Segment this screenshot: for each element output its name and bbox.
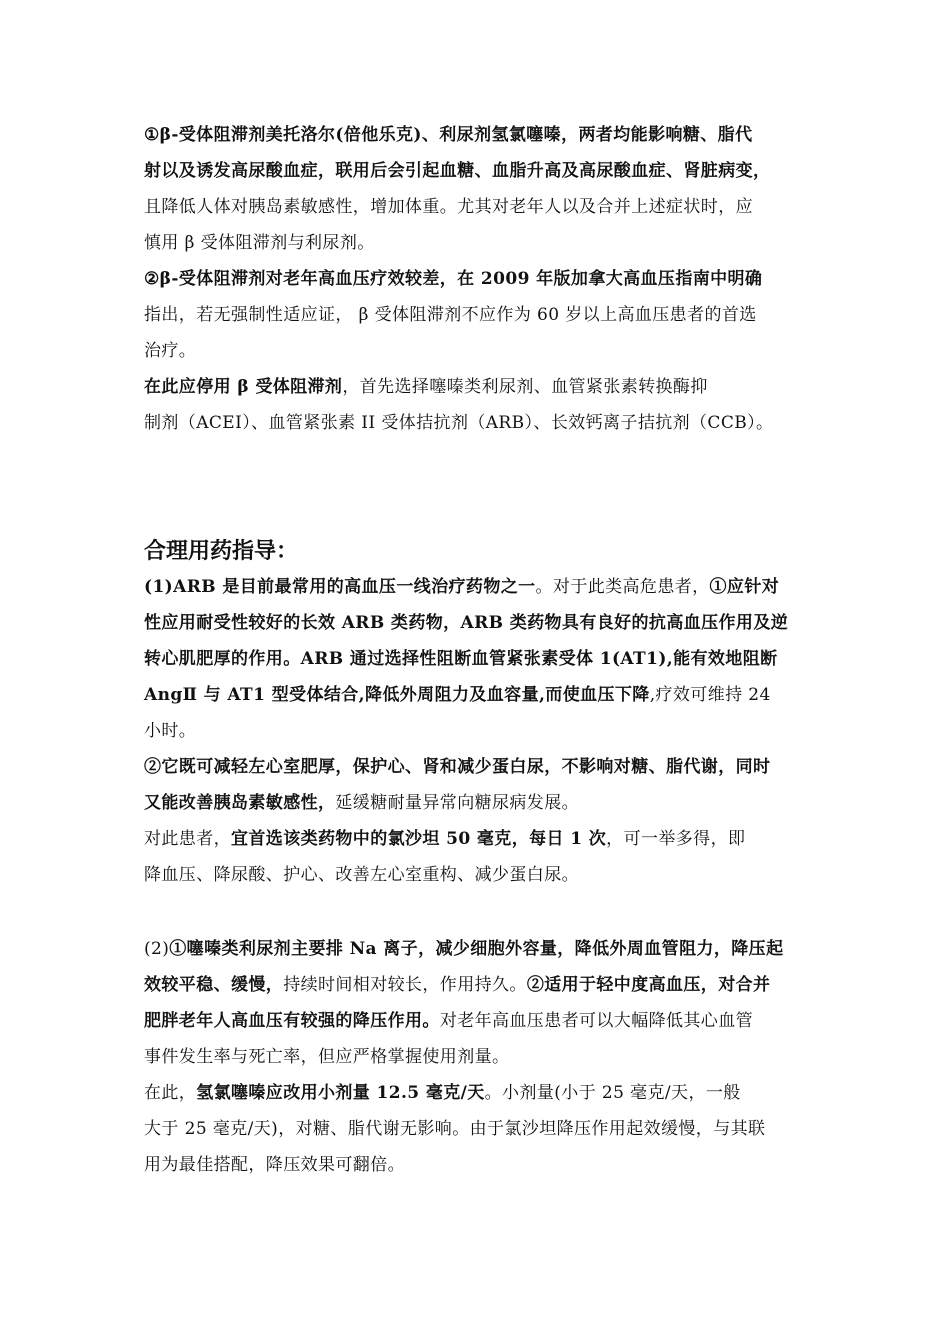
- text-line: [144, 612, 788, 634]
- text-segment: ,疗效可维持 24: [649, 685, 771, 705]
- text-line: [144, 304, 757, 326]
- text-segment: ，可一举多得，即: [606, 829, 746, 849]
- text-segment: 慎用 β 受体阻滞剂与利尿剂。: [144, 233, 375, 253]
- text-line: [144, 340, 196, 362]
- text-line: [144, 720, 196, 742]
- bold-text-segment: 又能改善胰岛素敏感性，: [144, 793, 336, 813]
- text-line: [144, 1046, 509, 1068]
- text-line: [144, 576, 779, 598]
- text-segment: ，首先选择噻嗪类利尿剂、血管紧张素转换酶抑: [342, 377, 708, 397]
- text-line: [144, 974, 770, 996]
- bold-text-segment: 转心肌肥厚的作用。ARB 通过选择性阻断血管紧张素受体 1(AT1),能有效地阻断: [144, 649, 778, 669]
- text-line: [144, 756, 770, 778]
- section-heading: 合理用药指导：: [144, 539, 299, 564]
- text-segment: 。小剂量(小于 25 毫克/天，一般: [484, 1083, 741, 1103]
- text-line: [144, 124, 752, 146]
- text-segment: 。对于此类高危患者，: [535, 577, 710, 597]
- text-line: [144, 160, 770, 182]
- text-segment: 用为最佳搭配，降压效果可翻倍。: [144, 1155, 405, 1175]
- bold-text-segment: ②它既可减轻左心室肥厚，保护心、肾和减少蛋白尿，不影响对糖、脂代谢，同时: [144, 757, 771, 777]
- bold-text-segment: 宜首选该类药物中的氯沙坦 50 毫克，每日 1 次: [231, 829, 607, 849]
- text-line: [144, 684, 771, 706]
- text-segment: 小时。: [144, 721, 197, 741]
- bold-text-segment: 效较平稳、缓慢，: [144, 975, 284, 995]
- text-line: [144, 828, 745, 850]
- bold-text-segment: ①噻嗪类利尿剂主要排 Na 离子，减少细胞外容量，降低外周血管阻力，降压起: [169, 939, 784, 959]
- text-line: [144, 648, 778, 670]
- bold-text-segment: ①应针对: [709, 577, 780, 597]
- text-segment: 对老年高血压患者可以大幅降低其心血管: [439, 1011, 754, 1031]
- text-line: [144, 938, 783, 960]
- bold-text-segment: ②适用于轻中度高血压，对合并: [526, 975, 771, 995]
- text-line: [144, 232, 375, 254]
- text-line: [144, 1082, 741, 1104]
- bold-text-segment: ①β-受体阻滞剂美托洛尔(倍他乐克)、利尿剂氢氯噻嗪，两者均能影响糖、脂代: [144, 125, 753, 145]
- bold-text-segment: AngⅡ 与 AT1 型受体结合,降低外周阻力及血容量,而使血压下降: [144, 685, 650, 705]
- text-segment: 制剂（ACEI）、血管紧张素 II 受体拮抗剂（ARB）、长效钙离子拮抗剂（CCB）。: [144, 413, 774, 433]
- text-line: [144, 268, 762, 290]
- bold-text-segment: 在此应停用 β 受体阻滞剂: [144, 377, 343, 397]
- text-line: [144, 864, 579, 886]
- text-segment: 事件发生率与死亡率，但应严格掌握使用剂量。: [144, 1047, 510, 1067]
- text-line: [144, 792, 579, 814]
- bold-text-segment: ②β-受体阻滞剂对老年高血压疗效较差，在 2009 年版加拿大高血压指南中明确: [144, 269, 763, 289]
- text-segment: 指出，若无强制性适应证， β 受体阻滞剂不应作为 60 岁以上高血压患者的首选: [144, 305, 757, 325]
- text-line: [144, 196, 753, 218]
- text-segment: 延缓糖耐量异常向糖尿病发展。: [335, 793, 580, 813]
- text-line: [144, 1010, 753, 1032]
- text-line: [144, 376, 708, 398]
- bold-text-segment: 性应用耐受性较好的长效 ARB 类药物，ARB 类药物具有良好的抗高血压作用及逆: [144, 613, 789, 633]
- text-segment: 且降低人体对胰岛素敏感性，增加体重。尤其对老年人以及合并上述症状时，应: [144, 197, 753, 217]
- text-segment: (2): [144, 939, 170, 959]
- text-segment: 降血压、降尿酸、护心、改善左心室重构、减少蛋白尿。: [144, 865, 579, 885]
- text-segment: 治疗。: [144, 341, 197, 361]
- bold-text-segment: 氢氯噻嗪应改用小剂量 12.5 毫克/天: [196, 1083, 485, 1103]
- text-segment: 持续时间相对较长，作用持久。: [283, 975, 527, 995]
- bold-text-segment: 肥胖老年人高血压有较强的降压作用。: [144, 1011, 440, 1031]
- text-line: [144, 1154, 405, 1176]
- text-segment: 在此，: [144, 1083, 197, 1103]
- text-segment: 大于 25 毫克/天)，对糖、脂代谢无影响。由于氯沙坦降压作用起效缓慢，与其联: [144, 1119, 766, 1139]
- text-line: [144, 412, 773, 434]
- text-segment: 对此患者，: [144, 829, 231, 849]
- text-line: [144, 1118, 765, 1140]
- bold-text-segment: 射以及诱发高尿酸血症，联用后会引起血糖、血脂升高及高尿酸血症、肾脏病变，: [144, 161, 771, 181]
- bold-text-segment: (1)ARB 是目前最常用的高血压一线治疗药物之一: [144, 577, 536, 597]
